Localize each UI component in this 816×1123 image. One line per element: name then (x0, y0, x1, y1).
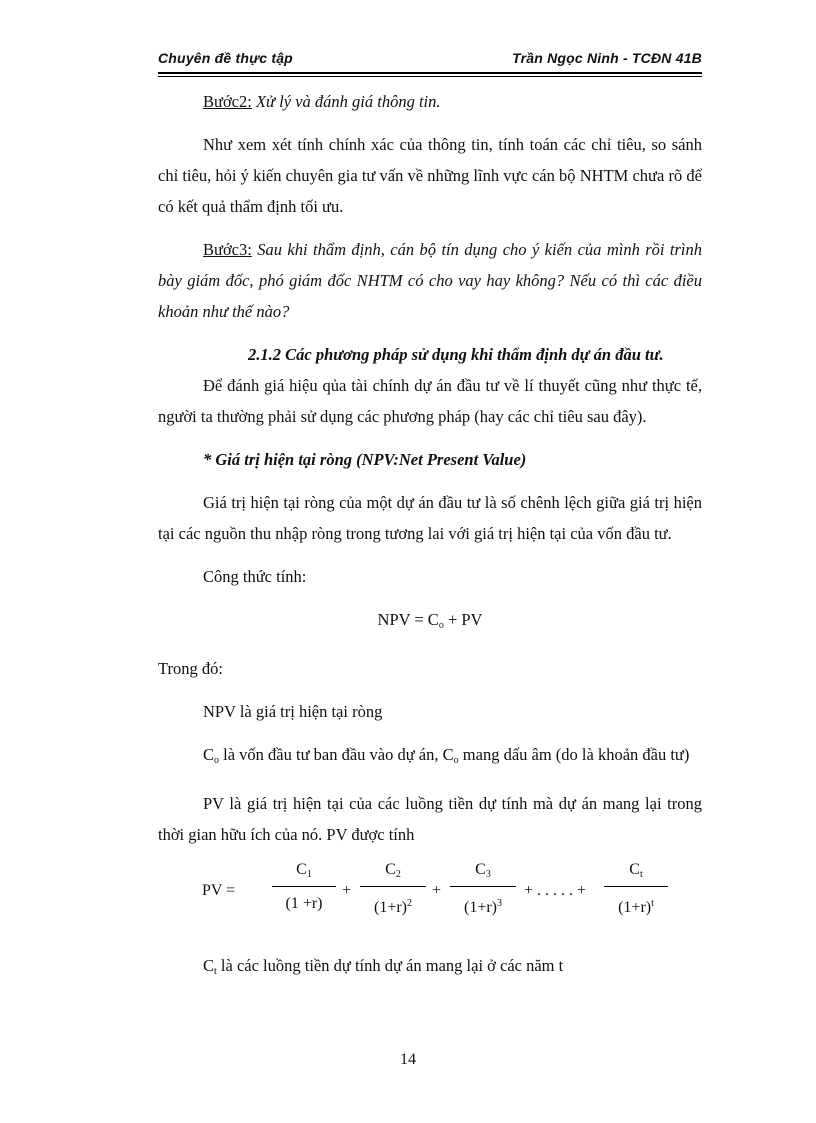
section-title: 2.1.2 Các phương pháp sử dụng khi thẩm định dự án đầu tư. (248, 345, 664, 364)
step2-paragraph (158, 86, 702, 117)
pv-term-t: $C_t$ $(1+r)^t$ (604, 858, 668, 919)
step3-paragraph (158, 234, 702, 327)
where-label: Trong đó: (158, 659, 223, 678)
ct-description: $C_t$ là các luồng tiền dự tính dự án mang lại ở các năm t (203, 956, 564, 977)
intro-paragraph: Để đánh giá hiệu qủa tài chính dự án đầu tư về lí thuyết cũng như thực tế, người ta thường phải sử dụng các phương pháp (hay các chỉ tiêu sau đây). (158, 376, 702, 426)
npv-heading: * Giá trị hiện tại ròng (NPV:Net Present Value) (203, 450, 527, 469)
npv-definition: Giá trị hiện tại ròng của một dự án đầu tư là số chênh lệch giữa giá trị hiện tại các nguồn thu nhập ròng trong tương lai với giá trị hiện tại của vốn đầu tư. (158, 493, 702, 543)
plus-2: + (432, 882, 442, 899)
page-number: 14 (400, 1051, 416, 1068)
header-right: Trần Ngọc Ninh - TCĐN 41B (512, 50, 702, 66)
page-body (158, 86, 702, 987)
header-rule-thin (158, 76, 702, 77)
header-rule-thick (158, 72, 702, 74)
formula-intro: Công thức tính: (203, 567, 307, 586)
step2-label: Bước2: (203, 92, 252, 111)
pv-term-2: $C_2$ $(1+r)^2$ (360, 858, 426, 919)
npv-description: NPV là giá trị hiện tại ròng (203, 702, 383, 721)
pv-formula (158, 858, 702, 938)
pv-term-1: $C_1$ (1 +r) (272, 858, 336, 915)
npv-formula: NPV = $C_o$ + PV (377, 610, 483, 631)
pv-description: PV là giá trị hiện tại của các luồng tiền dự tính mà dự án mang lại trong thời gian hữu ích của nó. PV được tính (158, 794, 702, 844)
plus-1: + (342, 882, 352, 899)
header-left: Chuyên đề thực tập (158, 50, 293, 66)
co-description: $C_o$ là vốn đầu tư ban đầu vào dự án, $C_o$ mang dấu âm (do là khoản đầu tư) (203, 745, 690, 766)
page-header (158, 50, 702, 72)
ellipsis-plus: + . . . . . + (524, 882, 587, 899)
pv-term-3: $C_3$ $(1+r)^3$ (450, 858, 516, 919)
step2-text: Xử lý và đánh giá thông tin. (251, 92, 441, 111)
step3-label: Bước3: (203, 240, 252, 259)
step2-body: Như xem xét tính chính xác của thông tin, tính toán các chỉ tiêu, so sánh chỉ tiêu, hỏi ý kiến chuyên gia tư vấn về những lĩnh vực cán bộ NHTM chưa rõ để có kết quả thẩm định tối ưu. (158, 135, 702, 216)
pv-label: PV = (202, 882, 236, 899)
step3-text: Sau khi thẩm định, cán bộ tín dụng cho ý kiến của mình rồi trình bày giám đốc, phó giám đốc NHTM có cho vay hay không? Nếu có thì các điều khoản như thế nào? (158, 240, 702, 321)
